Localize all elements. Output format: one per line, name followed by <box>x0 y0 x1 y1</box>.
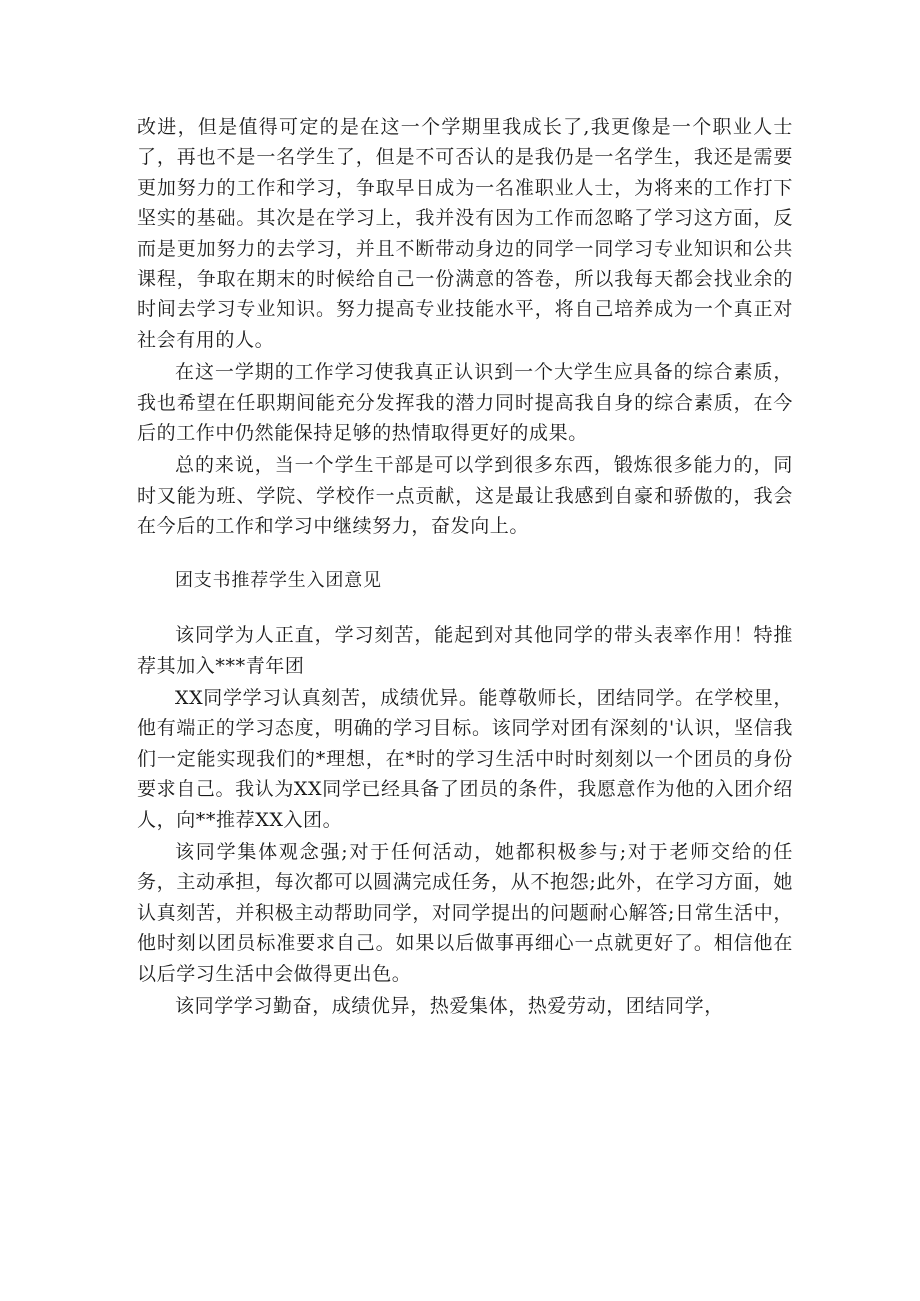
paragraph-summary: 总的来说，当一个学生干部是可以学到很多东西，锻炼很多能力的，同时又能为班、学院、学校作一点贡献，这是最让我感到自豪和骄傲的，我会在今后的工作和学习中继续努力，奋发向上。 <box>137 454 793 538</box>
paragraph-quality-reflection: 在这一学期的工作学习使我真正认识到一个大学生应具备的综合素质，我也希望在任职期间能充分发挥我的潜力同时提高我自身的综合素质，在今后的工作中仍然能保持足够的热情取得更好的成果。 <box>137 361 793 445</box>
document-body <box>137 112 793 1023</box>
section-title: 团支书推荐学生入团意见 <box>175 569 382 591</box>
paragraph-recommendation-3: 该同学集体观念强;对于任何活动，她都积极参与;对于老师交给的任务，主动承担，每次都可以圆满完成任务，从不抱怨;此外，在学习方面，她认真刻苦，并积极主动帮助同学，对同学提出的问题耐心解答;日常生活中，他时刻以团员标准要求自己。如果以后做事再细心一点就更好了。相信他在以后学习生活中会做得更出色。 <box>137 840 793 985</box>
paragraph-recommendation-4: 该同学学习勤奋，成绩优异，热爱集体，热爱劳动，团结同学， <box>175 994 724 1017</box>
paragraph-continuation: 改进，但是值得可定的是在这一个学期里我成长了,我更像是一个职业人士了，再也不是一名学生了，但是不可否认的是我仍是一名学生，我还是需要更加努力的工作和学习，争取早日成为一名准职业人士，为将来的工作打下坚实的基础。其次是在学习上，我并没有因为工作而忽略了学习这方面，反而是更加努力的去学习，并且不断带动身边的同学一同学习专业知识和公共课程，争取在期末的时候给自己一份满意的答卷，所以我每天都会找业余的时间去学习专业知识。努力提高专业技能水平，将自己培养成为一个真正对社会有用的人。 <box>137 116 793 351</box>
paragraph-recommendation-1: 该同学为人正直，学习刻苦，能起到对其他同学的带头表率作用！特推荐其加入***青年团 <box>137 624 793 677</box>
paragraph-recommendation-2: XX同学学习认真刻苦，成绩优异。能尊敬师长，团结同学。在学校里，他有端正的学习态度，明确的学习目标。该同学对团有深刻的'认识，坚信我们一定能实现我们的*理想，在*时的学习生活中时时刻刻以一个团员的身份要求自己。我认为XX同学已经具备了团员的条件，我愿意作为他的入团介绍人，向**推荐XX入团。 <box>137 686 793 831</box>
